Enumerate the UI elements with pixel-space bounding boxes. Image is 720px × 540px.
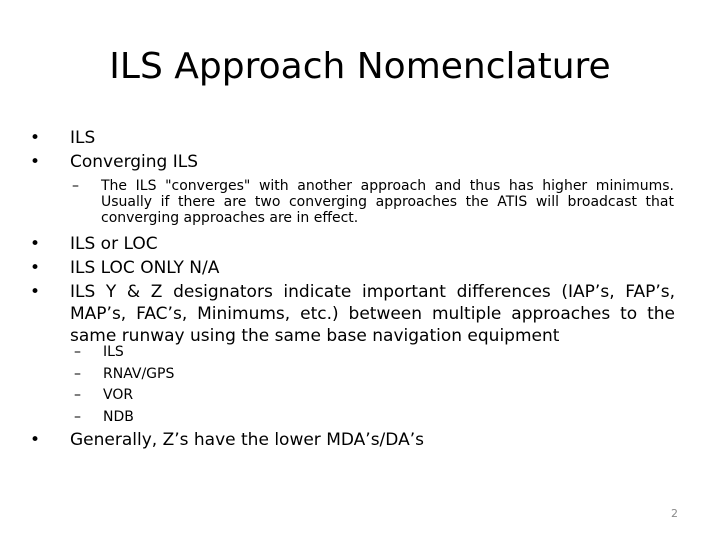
bullet-item <box>30 151 675 173</box>
bullet-text: ILS <box>70 128 96 148</box>
page-number: 2 <box>671 507 678 520</box>
bullet-icon: • <box>30 282 41 302</box>
converging-note-text: The ILS "converges" with another approach and thus has higher minimums. Usually if there are two converging approaches the ATIS will broadcast that converging approaches are in effect. <box>101 178 674 226</box>
equipment-item <box>72 342 372 364</box>
bullet-icon: • <box>30 258 41 278</box>
dash-icon: – <box>72 178 79 194</box>
equipment-label: RNAV/GPS <box>103 365 175 382</box>
bullet-item <box>30 257 675 279</box>
bullet-icon: • <box>30 152 41 172</box>
dash-icon: – <box>74 387 81 403</box>
bullet-text: ILS Y & Z designators indicate important differences (IAP’s, FAP’s, MAP’s, FAC’s, Minimums, etc.) between multiple approaches to the same runway using the same base navigation equipment <box>70 282 675 346</box>
bullet-text: Generally, Z’s have the lower MDA’s/DA’s <box>70 430 424 450</box>
bullet-item <box>30 127 675 149</box>
dash-icon: – <box>74 408 81 425</box>
sub-bullet-item <box>72 178 674 226</box>
equipment-list <box>72 342 372 428</box>
bullet-icon: • <box>30 430 41 450</box>
bullet-item <box>30 429 675 451</box>
slide-title: ILS Approach Nomenclature <box>109 46 611 87</box>
bullet-icon: • <box>30 234 41 254</box>
bullet-text: ILS LOC ONLY N/A <box>70 258 220 278</box>
equipment-item <box>72 407 372 429</box>
bullet-item <box>30 233 675 255</box>
equipment-item <box>72 385 372 407</box>
dash-icon: – <box>74 365 81 382</box>
bullet-item <box>30 281 675 347</box>
equipment-label: NDB <box>103 408 134 425</box>
equipment-label: ILS <box>103 344 124 360</box>
bullet-icon: • <box>30 128 41 148</box>
dash-icon: – <box>74 344 81 360</box>
equipment-item <box>72 364 372 386</box>
equipment-label: VOR <box>103 387 134 403</box>
bullet-text: Converging ILS <box>70 152 199 172</box>
bullet-text: ILS or LOC <box>70 234 158 254</box>
